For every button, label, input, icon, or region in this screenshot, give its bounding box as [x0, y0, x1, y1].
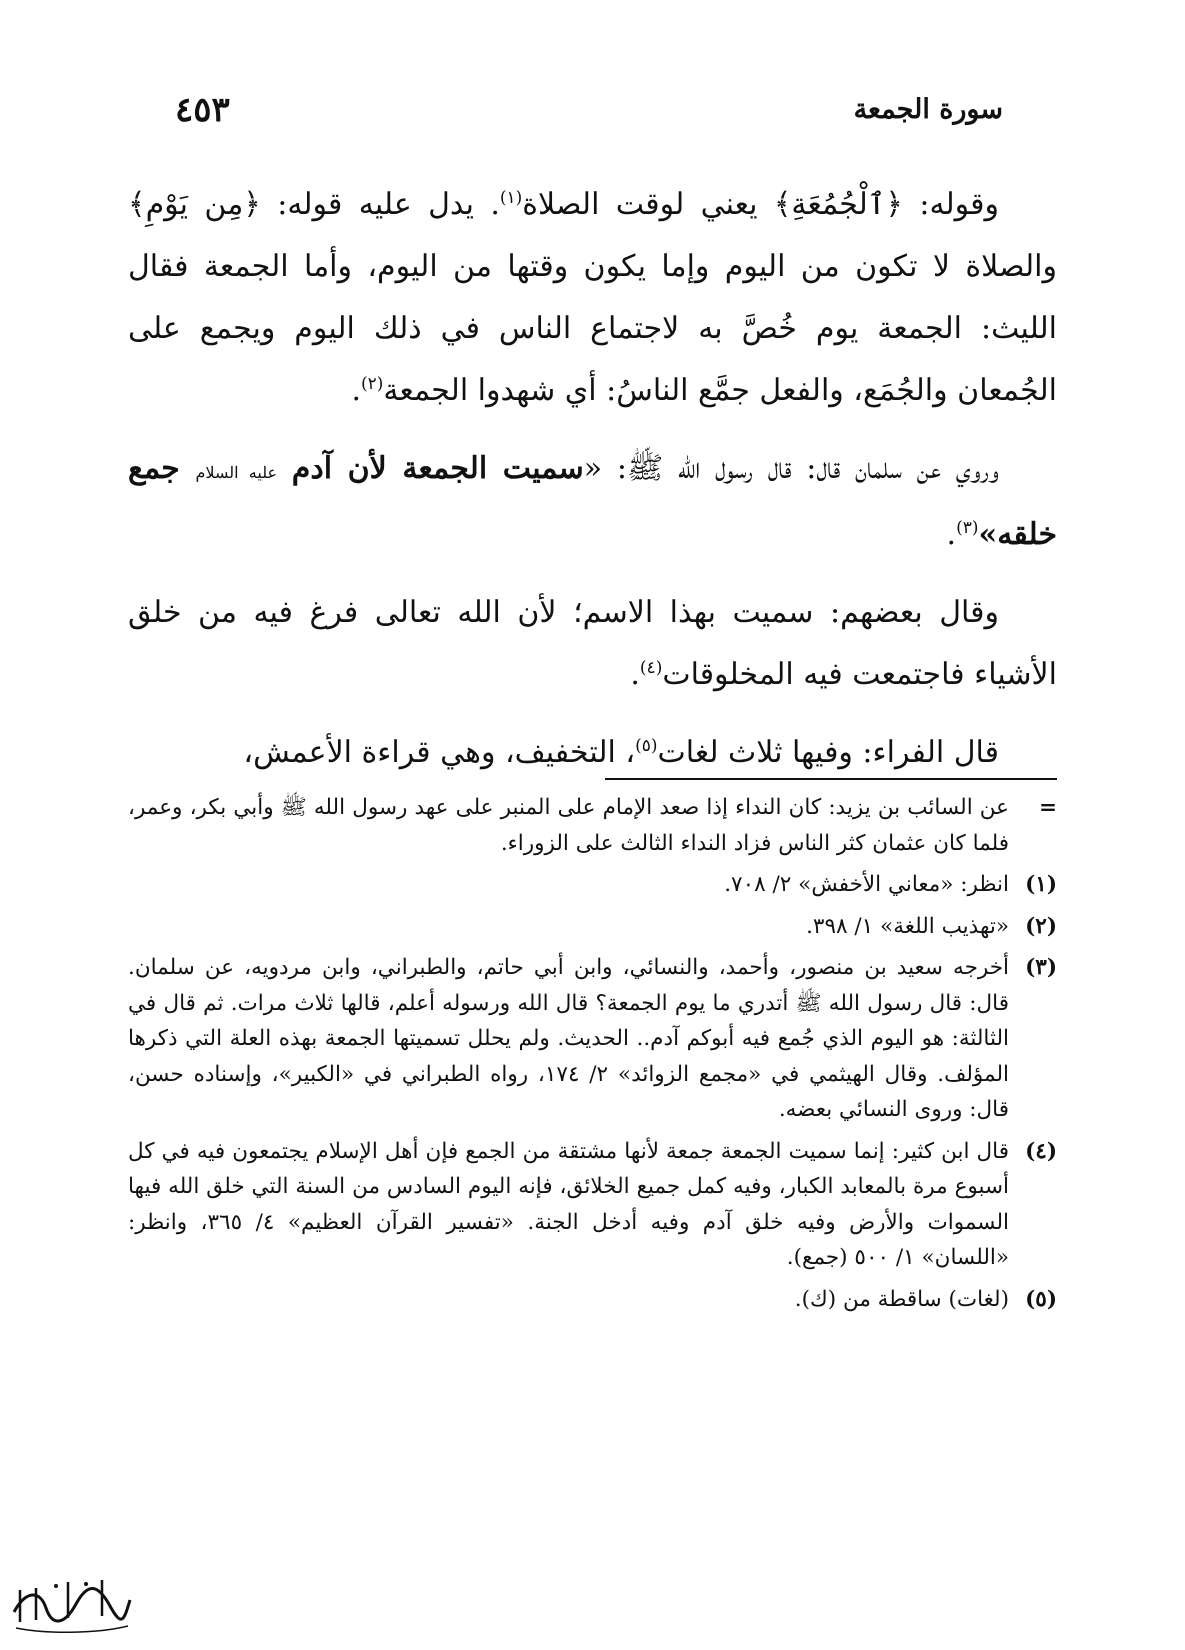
footnote-marker: (١): [1025, 872, 1057, 897]
footnote-marker: =: [1038, 795, 1057, 820]
footnote-text: انظر: «معاني الأخفش» ٢/ ٧٠٨.: [724, 872, 1009, 897]
footnote-text: قال ابن كثير: إنما سميت الجمعة جمعة لأنها مشتقة من الجمع فإن أهل الإسلام يجتمعون فيه في كل أسبوع مرة بالمعابد الكبار، وفيه كمل جميع الخلائق، فإنه اليوم السادس من السنة التي خلق الله فيها السموات والأرض وفيه خلق آدم وفيه أدخل الجنة. «تفسير القرآن العظيم» ٤/ ٣٦٥، وانظر: «اللسان» ١/ ٥٠٠ (جمع).: [128, 1138, 1010, 1270]
p4-text: قال الفراء: وفيها ثلاث لغات: [657, 735, 999, 770]
footnotes: [128, 790, 1057, 1323]
p2-hadith-quote: سميت الجمعة لأن آدم: [291, 451, 584, 486]
footnote-marker: (٣): [1025, 955, 1057, 980]
page-header: [175, 90, 1003, 144]
paragraph-1: [128, 174, 1057, 422]
p1-quran-word: ﴿ٱلْجُمُعَةِ﴾: [773, 187, 903, 222]
footnote-text: أخرجه سعيد بن منصور، وأحمد، والنسائي، وابن أبي حاتم، والطبراني، وابن مردويه، عن سلمان. قال: قال رسول الله ﷺ أتدري ما يوم الجمعة؟ قال الله ورسوله أعلم، قالها ثلاث مرات. ثم قال في الثالثة: هو اليوم الذي جُمع فيه أبوكم آدم.. الحديث. ولم يحلل تسميتها الجمعة بهذه العلة التي ذكرها المؤلف. وقال الهيثمي في «مجمع الزوائد» ٢/ ١٧٤، رواه الطبراني في «الكبير»، وإسناده حسن، قال: وروى النسائي بعضه.: [128, 955, 1009, 1122]
footnote-text: (لغات) ساقطة من (ك).: [794, 1286, 1009, 1312]
footnote-3: [128, 950, 1057, 1128]
footnote-marker: (٢): [1025, 913, 1057, 939]
p1-rest: . يدل عليه قوله: ﴿مِن يَوْمِ﴾ والصلاة لا تكون من اليوم وإما يكون وقتها من اليوم، وأما الجمعة فقال الليث: الجمعة يوم خُصَّ به لاجتماع الناس في ذلك اليوم ويجمع على الجُمعان والجُمَع، والفعل جمَّع الناسُ: أي شهدوا الجمعة: [128, 187, 1057, 408]
p4-end: ، التخفيف، وهي قراءة الأعمش،: [243, 735, 636, 770]
paragraph-2: [128, 438, 1057, 566]
footnote-1: [128, 867, 1057, 903]
page-number: ٤٥٣: [175, 90, 230, 130]
footnote-marker: (٤): [1025, 1138, 1057, 1164]
p2-tail: جمع خلقه»: [128, 451, 1057, 552]
footnote-text: عن السائب بن يزيد: كان النداء إذا صعد الإمام على المنبر على عهد رسول الله ﷺ وأبي بكر، وعمر، فلما كان عثمان كثر الناس فزاد النداء الثالث على الزوراء.: [128, 795, 1010, 856]
p1-lead: وقوله:: [902, 187, 999, 222]
footnote-4: [128, 1134, 1057, 1276]
p2-dhikr: عليه السلام: [195, 463, 278, 482]
footnote-separator: [605, 778, 1057, 780]
paragraph-4: [128, 722, 1057, 784]
p2-end: .: [946, 517, 957, 552]
p3-text: وقال بعضهم: سميت بهذا الاسم؛ لأن الله تعالى فرغ فيه من خلق الأشياء فاجتمعت فيه المخلوقات: [128, 595, 1057, 692]
footnote-continued: [128, 790, 1057, 861]
footnote-ref-4: (٤): [639, 658, 663, 678]
footnote-text: «تهذيب اللغة» ١/ ٣٩٨.: [806, 913, 1009, 939]
footnote-5: [128, 1282, 1057, 1318]
main-text: [128, 174, 1057, 800]
footnote-ref-3: (٣): [956, 518, 979, 538]
footnote-2: [128, 909, 1057, 945]
p2-lead: وروي عن سلمان قال: قال رسول الله ﷺ: «: [583, 451, 999, 486]
footnote-ref-2: (٢): [360, 374, 384, 394]
p1-end: .: [351, 373, 361, 408]
footnote-marker: (٥): [1025, 1286, 1057, 1312]
publisher-logo: [6, 1560, 136, 1640]
paragraph-3: [128, 582, 1057, 706]
footnote-ref-1: (١): [499, 188, 523, 208]
surah-title: سورة الجمعة: [853, 94, 1003, 125]
p3-end: .: [630, 657, 640, 692]
p1-mid: يعني لوقت الصلاة: [522, 187, 774, 222]
footnote-ref-5: (٥): [635, 736, 658, 756]
